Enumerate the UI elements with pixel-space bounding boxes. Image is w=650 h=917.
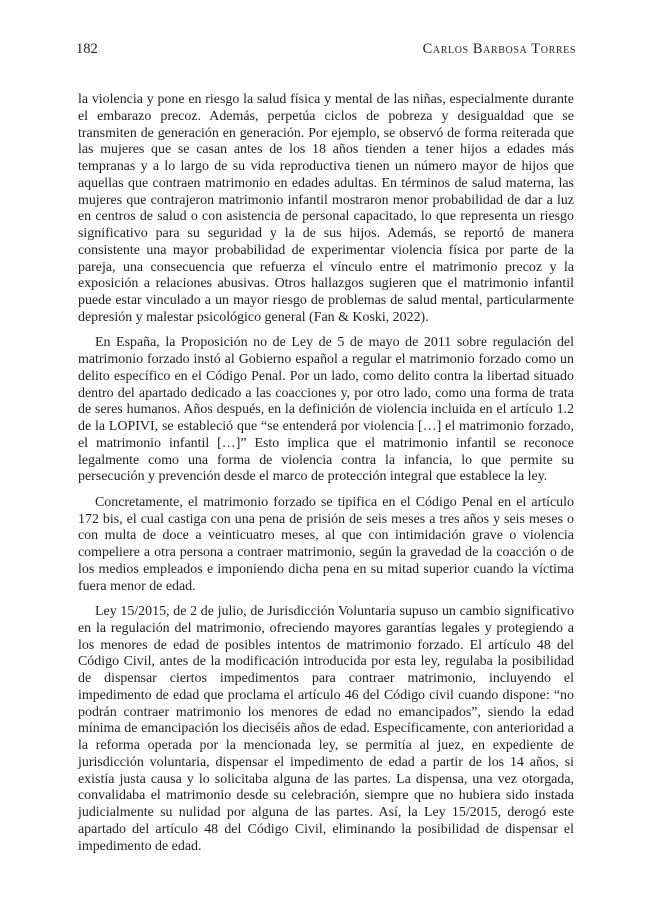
paragraph-continuation: la violencia y pone en riesgo la salud física y mental de las niñas, especialmente durante el embarazo precoz. Además, perpetúa ciclos de pobreza y desigualdad que se transmiten de generación en generación. Por ejemplo, se observó de forma reiterada que las mujeres que se casan antes de los 18 años tienden a tener hijos a edades más tempranas y a lo largo de su vida reproductiva tienen un número mayor de hijos que aquellas que contraen matrimonio en edades adultas. En términos de salud materna, las mujeres que contrajeron matrimonio infantil mostraron menor probabilidad de dar a luz en centros de salud o con asistencia de personal capacitado, lo que representa un riesgo significativo para su seguridad y la de sus hijos. Además, se reportó de manera consistente una mayor probabilidad de experimentar violencia física por parte de la pareja, una consecuencia que refuerza el vínculo entre el matrimonio precoz y la exposición a relaciones abusivas. Otros hallazgos sugieren que el matrimonio infantil puede estar vinculado a un mayor riesgo de problemas de salud mental, particularmente depresión y malestar psicológico general (Fan & Koski, 2022). [78, 92, 574, 325]
paragraph-spain-proposal: En España, la Proposición no de Ley de 5 de mayo de 2011 sobre regulación del matrimonio forzado instó al Gobierno español a regular el matrimonio forzado como un delito específico en el Código Penal. Por un lado, como delito contra la libertad situado dentro del apartado dedicado a las coacciones y, por otro lado, como una forma de trata de seres humanos. Años después, en la definición de violencia incluida en el artículo 1.2 de la LOPIVI, se estableció que “se entenderá por violencia […] el matrimonio forzado, el matrimonio infantil […]” Esto implica que el matrimonio infantil se reconoce legalmente como una forma de violencia contra la infancia, lo que permite su persecución y prevención desde el marco de protección integral que establece la ley. [78, 335, 574, 485]
running-head-author: Carlos Barbosa Torres [422, 41, 576, 57]
page-number: 182 [76, 41, 98, 57]
page-header [76, 41, 576, 61]
body-text [78, 92, 574, 864]
paragraph-penal-code: Concretamente, el matrimonio forzado se tipifica en el Código Penal en el artículo 172 bis, el cual castiga con una pena de prisión de seis meses a tres años y seis meses o con multa de doce a veinticuatro meses, al que con intimidación grave o violencia compeliere a otra persona a contraer matrimonio, según la gravedad de la coacción o de los medios empleados e imponiendo dicha pena en su mitad superior cuando la víctima fuera menor de edad. [78, 494, 574, 594]
paragraph-voluntary-jurisdiction: Ley 15/2015, de 2 de julio, de Jurisdicción Voluntaria supuso un cambio significativo en la regulación del matrimonio, ofreciendo mayores garantías legales y protegiendo a los menores de edad de posibles intentos de matrimonio forzado. El artículo 48 del Código Civil, antes de la modificación introducida por esta ley, regulaba la posibilidad de dispensar ciertos impedimentos para contraer matrimonio, incluyendo el impedimento de edad que proclama el artículo 46 del Código civil cuando dispone: “no podrán contraer matrimonio los menores de edad no emancipados”, siendo la edad mínima de emancipación los dieciséis años de edad. Específicamente, con anterioridad a la reforma operada por la mencionada ley, se permitía al juez, en expediente de jurisdicción voluntaria, dispensar el impedimento de edad a partir de los 14 años, si existía justa causa y lo solicitaba alguna de las partes. La dispensa, una vez otorgada, convalidaba el matrimonio desde su celebración, siempre que no hubiera sido instada judicialmente su nulidad por alguna de las partes. Así, la Ley 15/2015, derogó este apartado del artículo 48 del Código Civil, eliminando la posibilidad de dispensar el impedimento de edad. [78, 604, 574, 854]
